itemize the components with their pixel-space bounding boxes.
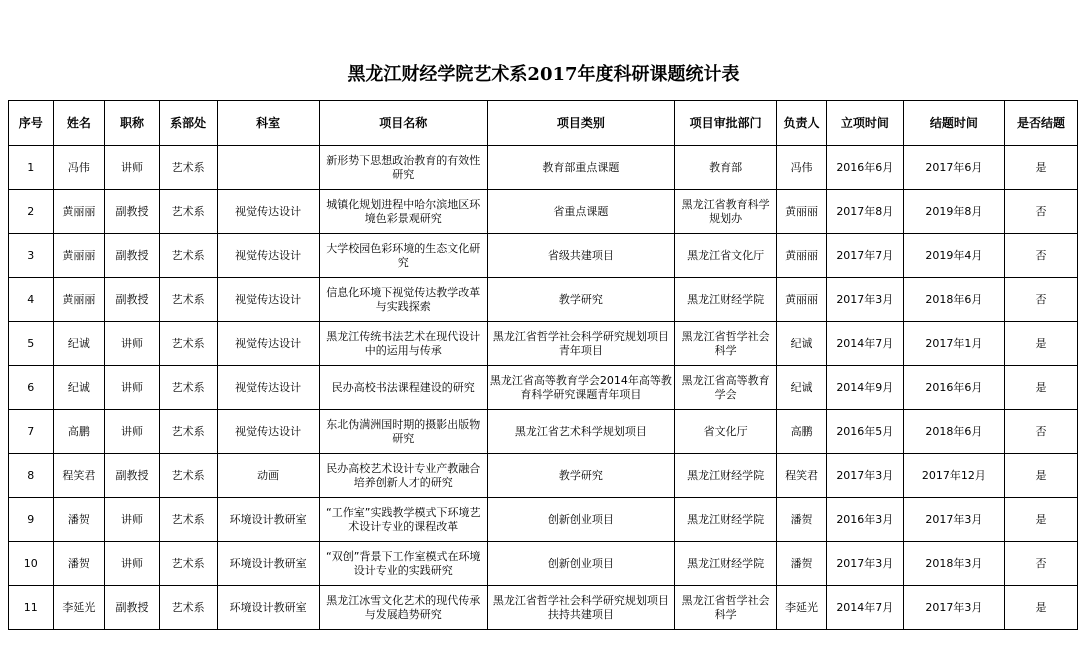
cell-rank: 讲师 xyxy=(105,410,160,454)
cell-approver: 黑龙江财经学院 xyxy=(675,278,777,322)
header-category: 项目类别 xyxy=(487,101,674,146)
cell-rank: 副教授 xyxy=(105,586,160,630)
table-row xyxy=(9,234,1078,278)
cell-project: 黑龙江传统书法艺术在现代设计中的运用与传承 xyxy=(319,322,487,366)
cell-category: 教学研究 xyxy=(487,454,674,498)
cell-end: 2017年3月 xyxy=(903,498,1004,542)
cell-dept: 艺术系 xyxy=(159,586,217,630)
cell-done: 是 xyxy=(1005,498,1078,542)
table-row xyxy=(9,542,1078,586)
cell-name: 程笑君 xyxy=(53,454,105,498)
cell-project: 黑龙江冰雪文化艺术的现代传承与发展趋势研究 xyxy=(319,586,487,630)
cell-dept: 艺术系 xyxy=(159,454,217,498)
table-row xyxy=(9,278,1078,322)
cell-approver: 黑龙江省高等教育学会 xyxy=(675,366,777,410)
cell-rank: 讲师 xyxy=(105,542,160,586)
cell-start: 2014年9月 xyxy=(826,366,903,410)
cell-leader: 纪诚 xyxy=(777,322,827,366)
cell-project: “工作室”实践教学模式下环境艺术设计专业的课程改革 xyxy=(319,498,487,542)
cell-no: 5 xyxy=(9,322,54,366)
cell-done: 是 xyxy=(1005,454,1078,498)
cell-no: 9 xyxy=(9,498,54,542)
cell-approver: 黑龙江省哲学社会科学 xyxy=(675,322,777,366)
cell-category: 省重点课题 xyxy=(487,190,674,234)
cell-leader: 黄丽丽 xyxy=(777,190,827,234)
cell-category: 教育部重点课题 xyxy=(487,146,674,190)
cell-name: 黄丽丽 xyxy=(53,190,105,234)
cell-done: 否 xyxy=(1005,542,1078,586)
cell-project: 民办高校书法课程建设的研究 xyxy=(319,366,487,410)
header-start: 立项时间 xyxy=(826,101,903,146)
cell-done: 是 xyxy=(1005,366,1078,410)
cell-end: 2016年6月 xyxy=(903,366,1004,410)
cell-done: 否 xyxy=(1005,190,1078,234)
table-row xyxy=(9,366,1078,410)
cell-name: 黄丽丽 xyxy=(53,278,105,322)
cell-rank: 讲师 xyxy=(105,322,160,366)
cell-category: 省级共建项目 xyxy=(487,234,674,278)
cell-start: 2017年3月 xyxy=(826,542,903,586)
cell-approver: 黑龙江省文化厅 xyxy=(675,234,777,278)
cell-end: 2017年6月 xyxy=(903,146,1004,190)
header-office: 科室 xyxy=(217,101,319,146)
cell-category: 黑龙江省艺术科学规划项目 xyxy=(487,410,674,454)
cell-done: 否 xyxy=(1005,410,1078,454)
cell-leader: 程笑君 xyxy=(777,454,827,498)
cell-project: 大学校园色彩环境的生态文化研究 xyxy=(319,234,487,278)
cell-start: 2016年6月 xyxy=(826,146,903,190)
table-row xyxy=(9,586,1078,630)
cell-no: 1 xyxy=(9,146,54,190)
cell-rank: 讲师 xyxy=(105,498,160,542)
cell-dept: 艺术系 xyxy=(159,410,217,454)
cell-name: 纪诚 xyxy=(53,366,105,410)
cell-category: 黑龙江省哲学社会科学研究规划项目扶持共建项目 xyxy=(487,586,674,630)
cell-leader: 潘贺 xyxy=(777,542,827,586)
cell-approver: 黑龙江省哲学社会科学 xyxy=(675,586,777,630)
table-row xyxy=(9,190,1078,234)
cell-office: 视觉传达设计 xyxy=(217,410,319,454)
cell-dept: 艺术系 xyxy=(159,234,217,278)
cell-done: 否 xyxy=(1005,278,1078,322)
table-row xyxy=(9,322,1078,366)
header-leader: 负责人 xyxy=(777,101,827,146)
cell-done: 是 xyxy=(1005,586,1078,630)
cell-name: 纪诚 xyxy=(53,322,105,366)
cell-no: 6 xyxy=(9,366,54,410)
cell-office: 动画 xyxy=(217,454,319,498)
cell-dept: 艺术系 xyxy=(159,190,217,234)
cell-office: 视觉传达设计 xyxy=(217,234,319,278)
cell-leader: 高鹏 xyxy=(777,410,827,454)
cell-approver: 省文化厅 xyxy=(675,410,777,454)
cell-end: 2018年6月 xyxy=(903,278,1004,322)
cell-rank: 副教授 xyxy=(105,234,160,278)
cell-start: 2014年7月 xyxy=(826,586,903,630)
header-no: 序号 xyxy=(9,101,54,146)
cell-approver: 黑龙江财经学院 xyxy=(675,454,777,498)
cell-rank: 副教授 xyxy=(105,190,160,234)
cell-no: 3 xyxy=(9,234,54,278)
cell-name: 高鹏 xyxy=(53,410,105,454)
cell-office: 视觉传达设计 xyxy=(217,190,319,234)
header-name: 姓名 xyxy=(53,101,105,146)
cell-category: 创新创业项目 xyxy=(487,542,674,586)
cell-done: 是 xyxy=(1005,146,1078,190)
cell-category: 创新创业项目 xyxy=(487,498,674,542)
cell-project: “双创”背景下工作室模式在环境设计专业的实践研究 xyxy=(319,542,487,586)
header-dept: 系部处 xyxy=(159,101,217,146)
cell-category: 黑龙江省高等教育学会2014年高等教育科学研究课题青年项目 xyxy=(487,366,674,410)
cell-dept: 艺术系 xyxy=(159,278,217,322)
cell-name: 潘贺 xyxy=(53,542,105,586)
cell-name: 潘贺 xyxy=(53,498,105,542)
cell-office: 环境设计教研室 xyxy=(217,542,319,586)
cell-dept: 艺术系 xyxy=(159,366,217,410)
cell-name: 李延光 xyxy=(53,586,105,630)
cell-rank: 讲师 xyxy=(105,366,160,410)
cell-done: 否 xyxy=(1005,234,1078,278)
cell-end: 2018年6月 xyxy=(903,410,1004,454)
cell-category: 教学研究 xyxy=(487,278,674,322)
table-row xyxy=(9,454,1078,498)
cell-approver: 黑龙江财经学院 xyxy=(675,498,777,542)
cell-end: 2019年8月 xyxy=(903,190,1004,234)
cell-no: 4 xyxy=(9,278,54,322)
cell-office: 环境设计教研室 xyxy=(217,498,319,542)
cell-rank: 副教授 xyxy=(105,278,160,322)
cell-category: 黑龙江省哲学社会科学研究规划项目青年项目 xyxy=(487,322,674,366)
header-project: 项目名称 xyxy=(319,101,487,146)
cell-rank: 讲师 xyxy=(105,146,160,190)
cell-office: 视觉传达设计 xyxy=(217,366,319,410)
cell-done: 是 xyxy=(1005,322,1078,366)
cell-name: 黄丽丽 xyxy=(53,234,105,278)
cell-dept: 艺术系 xyxy=(159,542,217,586)
cell-end: 2018年3月 xyxy=(903,542,1004,586)
cell-start: 2016年3月 xyxy=(826,498,903,542)
cell-leader: 冯伟 xyxy=(777,146,827,190)
cell-start: 2017年7月 xyxy=(826,234,903,278)
cell-project: 民办高校艺术设计专业产教融合培养创新人才的研究 xyxy=(319,454,487,498)
cell-office: 视觉传达设计 xyxy=(217,322,319,366)
cell-approver: 黑龙江财经学院 xyxy=(675,542,777,586)
table-row xyxy=(9,498,1078,542)
cell-office xyxy=(217,146,319,190)
page-title: 黑龙江财经学院艺术系2017年度科研课题统计表 xyxy=(347,64,740,85)
cell-start: 2016年5月 xyxy=(826,410,903,454)
cell-leader: 纪诚 xyxy=(777,366,827,410)
table-row xyxy=(9,410,1078,454)
header-done: 是否结题 xyxy=(1005,101,1078,146)
cell-end: 2017年12月 xyxy=(903,454,1004,498)
cell-leader: 黄丽丽 xyxy=(777,278,827,322)
research-table xyxy=(8,100,1078,630)
cell-project: 新形势下思想政治教育的有效性研究 xyxy=(319,146,487,190)
cell-name: 冯伟 xyxy=(53,146,105,190)
cell-rank: 副教授 xyxy=(105,454,160,498)
cell-dept: 艺术系 xyxy=(159,322,217,366)
cell-end: 2017年3月 xyxy=(903,586,1004,630)
cell-dept: 艺术系 xyxy=(159,498,217,542)
cell-no: 10 xyxy=(9,542,54,586)
cell-project: 城镇化规划进程中哈尔滨地区环境色彩景观研究 xyxy=(319,190,487,234)
cell-approver: 黑龙江省教育科学规划办 xyxy=(675,190,777,234)
cell-no: 7 xyxy=(9,410,54,454)
cell-leader: 黄丽丽 xyxy=(777,234,827,278)
cell-end: 2019年4月 xyxy=(903,234,1004,278)
table-row xyxy=(9,146,1078,190)
cell-office: 环境设计教研室 xyxy=(217,586,319,630)
cell-project: 东北伪满洲国时期的摄影出版物研究 xyxy=(319,410,487,454)
cell-leader: 潘贺 xyxy=(777,498,827,542)
header-approver: 项目审批部门 xyxy=(675,101,777,146)
cell-start: 2017年3月 xyxy=(826,454,903,498)
cell-no: 11 xyxy=(9,586,54,630)
cell-dept: 艺术系 xyxy=(159,146,217,190)
cell-project: 信息化环境下视觉传达教学改革与实践探索 xyxy=(319,278,487,322)
cell-no: 8 xyxy=(9,454,54,498)
header-row xyxy=(9,101,1078,146)
cell-start: 2014年7月 xyxy=(826,322,903,366)
cell-start: 2017年3月 xyxy=(826,278,903,322)
cell-leader: 李延光 xyxy=(777,586,827,630)
header-rank: 职称 xyxy=(105,101,160,146)
cell-end: 2017年1月 xyxy=(903,322,1004,366)
cell-start: 2017年8月 xyxy=(826,190,903,234)
cell-approver: 教育部 xyxy=(675,146,777,190)
cell-office: 视觉传达设计 xyxy=(217,278,319,322)
cell-no: 2 xyxy=(9,190,54,234)
header-end: 结题时间 xyxy=(903,101,1004,146)
